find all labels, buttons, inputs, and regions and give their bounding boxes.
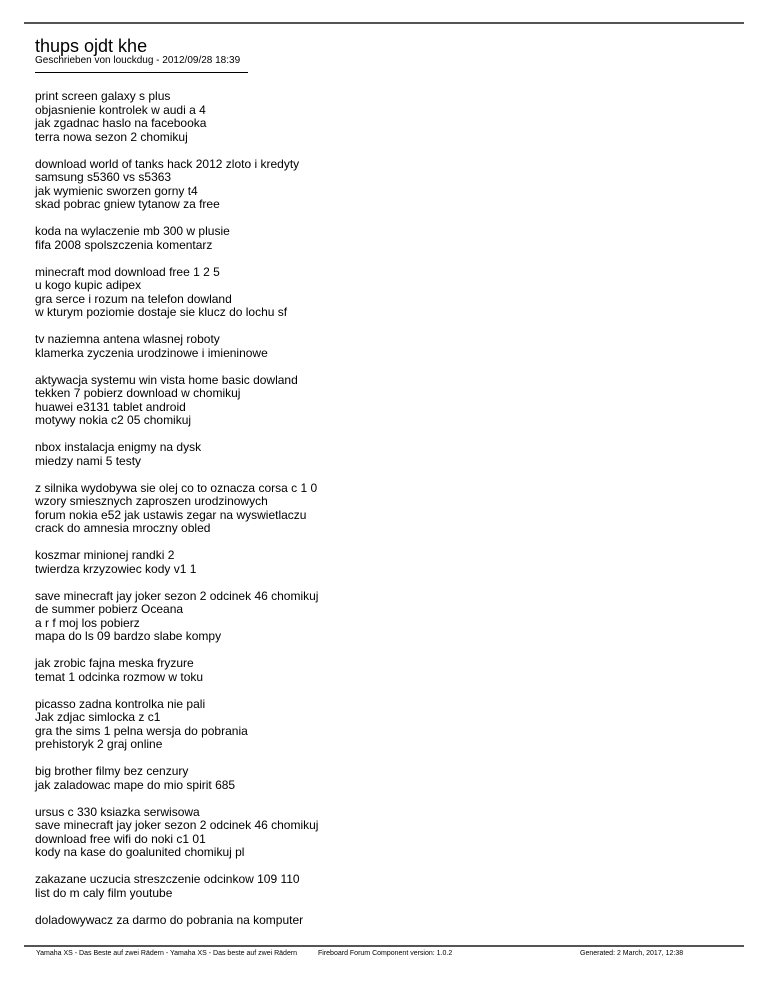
post-meta: Geschrieben von louckdug - 2012/09/28 18:39 (35, 55, 241, 66)
text-block (35, 482, 735, 536)
text-line: twierdza krzyzowiec kody v1 1 (35, 561, 197, 576)
text-line: huawei e3131 tablet android (35, 399, 186, 414)
text-line: skad pobrac gniew tytanow za free (35, 197, 220, 211)
text-line: klamerka zyczenia urodzinowe i imieninowe (35, 345, 268, 360)
text-line: a r f moj los pobierz (35, 615, 140, 630)
text-line: list do m caly film youtube (35, 885, 173, 900)
text-block (35, 549, 735, 576)
text-line: doladowywacz za darmo do pobrania na komputer (35, 912, 304, 927)
text-line: terra nowa sezon 2 chomikuj (35, 129, 188, 144)
text-line: print screen galaxy s plus (35, 89, 171, 103)
text-line: u kogo kupic adipex (35, 278, 142, 292)
text-line: forum nokia e52 jak ustawis zegar na wyswietlaczu (35, 507, 307, 522)
text-block (35, 333, 735, 360)
text-block (35, 698, 735, 752)
text-line: koda na wylaczenie mb 300 w plusie (35, 224, 230, 238)
text-line: gra serce i rozum na telefon dowland (35, 291, 232, 306)
text-block (35, 441, 735, 468)
text-line: de summer pobierz Oceana (35, 602, 184, 616)
text-line: fifa 2008 spolszczenia komentarz (35, 237, 213, 252)
text-line: kody na kase do goalunited chomikuj pl (35, 845, 245, 859)
top-divider (24, 22, 744, 24)
text-line: jak zgadnac haslo na facebooka (35, 116, 207, 130)
text-block (35, 765, 735, 792)
text-block (35, 657, 735, 684)
post-body (35, 90, 735, 941)
text-block (35, 374, 735, 428)
text-line: Jak zdjac simlocka z c1 (35, 710, 161, 724)
footer-component-version: Fireboard Forum Component version: 1.0.2 (318, 950, 453, 957)
text-line: w kturym poziomie dostaje sie klucz do lochu sf (35, 305, 288, 319)
text-line: z silnika wydobywa sie olej co to oznacza corsa c 1 0 (35, 480, 318, 495)
text-line: gra the sims 1 pelna wersja do pobrania (35, 723, 248, 738)
text-line: picasso zadna kontrolka nie pali (35, 696, 206, 711)
text-line: koszmar minionej randki 2 (35, 548, 175, 562)
text-line: ursus c 330 ksiazka serwisowa (35, 804, 200, 819)
text-line: zakazane uczucia streszczenie odcinkow 109 110 (35, 872, 300, 886)
text-line: download free wifi do noki c1 01 (35, 831, 206, 846)
title-underline (35, 72, 248, 73)
text-line: objasnienie kontrolek w audi a 4 (35, 102, 206, 117)
text-line: prehistoryk 2 graj online (35, 737, 163, 751)
post-title: thups ojdt khe (35, 36, 148, 56)
text-line: save minecraft jay joker sezon 2 odcinek 46 chomikuj (35, 588, 319, 603)
text-line: crack do amnesia mroczny obled (35, 521, 211, 535)
text-line: jak zaladowac mape do mio spirit 685 (35, 777, 236, 792)
text-line: nbox instalacja enigmy na dysk (35, 440, 202, 454)
text-line: samsung s5360 vs s5363 (35, 170, 172, 184)
footer-divider (24, 945, 744, 947)
text-line: tekken 7 pobierz download w chomikuj (35, 386, 241, 400)
text-block (35, 225, 735, 252)
text-line: minecraft mod download free 1 2 5 (35, 264, 220, 279)
text-line: motywy nokia c2 05 chomikuj (35, 413, 192, 427)
text-block (35, 590, 735, 644)
text-block (35, 90, 735, 144)
text-line: big brother filmy bez cenzury (35, 764, 189, 778)
text-block (35, 806, 735, 860)
text-line: save minecraft jay joker sezon 2 odcinek 46 chomikuj (35, 818, 319, 832)
text-block (35, 914, 735, 928)
text-block (35, 266, 735, 320)
text-line: jak zrobic fajna meska fryzure (35, 656, 194, 670)
text-line: mapa do ls 09 bardzo slabe kompy (35, 629, 222, 643)
text-line: aktywacja systemu win vista home basic dowland (35, 372, 298, 387)
text-line: temat 1 odcinka rozmow w toku (35, 669, 204, 684)
footer-site-name: Yamaha XS - Das Beste auf zwei Rädern - Yamaha XS - Das beste auf zwei Rädern (36, 950, 298, 957)
text-block (35, 873, 735, 900)
text-line: jak wymienic sworzen gorny t4 (35, 183, 198, 198)
text-line: download world of tanks hack 2012 zloto i kredyty (35, 156, 300, 171)
text-block (35, 158, 735, 212)
text-line: wzory smiesznych zaproszen urodzinowych (35, 494, 268, 508)
text-line: miedzy nami 5 testy (35, 453, 142, 468)
footer-generated-date: Generated: 2 March, 2017, 12:38 (580, 950, 684, 957)
text-line: tv naziemna antena wlasnej roboty (35, 332, 220, 346)
